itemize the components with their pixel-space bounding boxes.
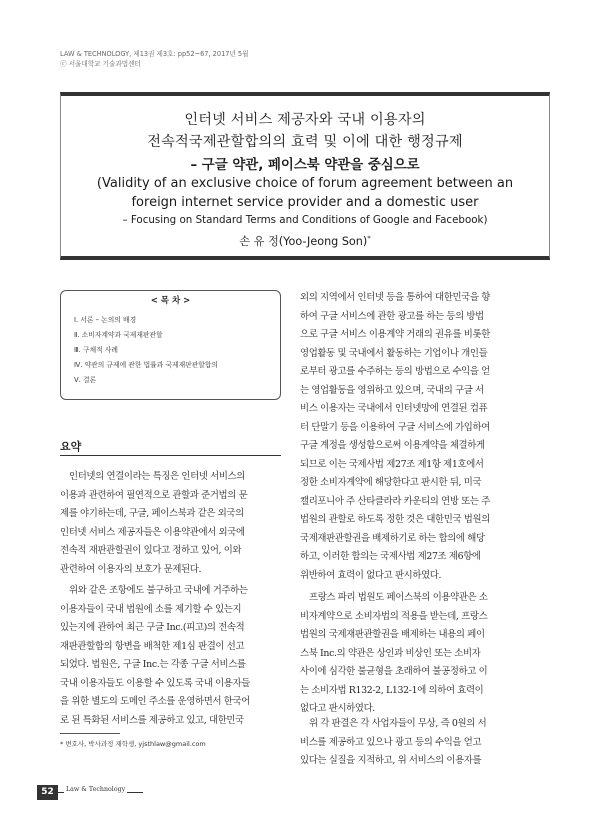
title-ko-line-1: 인터넷 서비스 제공자와 국내 이용자의 [184,112,426,128]
text-line: 관련하여 이용자의 보호가 문제된다. [60,563,202,575]
text-line: 위반하여 효력이 없다고 판시하였다. [300,569,442,581]
text-line: 으로 구글 서비스 이용계약 거래의 권유를 비롯한 [300,329,490,340]
text-line: 는 영업활동을 영위하고 있으며, 국내의 구글 서 [300,384,484,396]
author-footnote-mark: * [367,234,371,243]
text-line: 정한 소비자계약에 해당한다고 판시한 뒤, 미국 [300,477,482,488]
text-line: 있다는 실질을 지적하고, 위 서비스의 이용자를 [300,755,482,766]
text-line: 이용과 관련하여 필연적으로 관할과 준거법의 문 [60,489,248,501]
text-line: 제를 야기하는데, 구글, 페이스북과 같은 외국의 [60,508,244,519]
text-line: 터 단말기 등을 이용하여 구글 서비스에 가입하여 [300,421,490,433]
text-line: 인터넷 서비스 제공자들은 이용약관에서 외국에 [60,526,245,538]
text-line: 영업활동 및 국내에서 활동하는 기업이나 개인들 [300,347,488,359]
publisher-line: ⓒ 서울대학교 기술과법센터 [60,60,141,68]
text-line: 로부터 광고를 수주하는 등의 방법으로 수익을 얻 [300,366,490,377]
text-line: 비스를 제공하고 있으나 광고 등의 수익을 얻고 [300,736,482,748]
title-en-line-1: (Validity of an exclusive choice of forum agreement between an [96,176,514,191]
toc-item: Ⅲ. 구체적 사례 [74,346,118,354]
title-ko-subtitle: – 구글 약관, 페이스북 약관을 중심으로 [190,158,420,173]
text-line: 구글 계정을 생성함으로써 이용계약을 체결하게 [300,440,485,451]
abstract-paragraph-3 [300,289,540,585]
text-line: 외의 지역에서 인터넷 등을 통하여 대한민국을 향 [300,292,490,303]
toc-heading: < 목 차 > [150,296,191,306]
text-line: 전속적 재판관할권이 있다고 정하고 있어, 이와 [60,545,242,556]
text-line: 비스 이용자는 국내에서 인터넷망에 연결된 컴퓨 [300,403,488,414]
text-line: 하여 구글 서비스에 관한 광고를 하는 등의 방법 [300,310,484,322]
text-line: 는 소비자법 R132-2, L132-1에 의하여 효력이 [300,684,484,696]
text-line: 재판관할합의 항변을 배척한 제1심 판결이 선고 [60,640,245,652]
text-line: 있는지에 관하여 최근 구글 Inc.(피고)의 전속적 [60,622,245,633]
text-line: 프랑스 파리 법원도 페이스북의 이용약관은 소 [309,592,488,603]
text-line: 인터넷의 연결이라는 특징은 인터넷 서비스의 [69,471,245,482]
journal-info [60,49,249,69]
page-number: 52 [41,787,54,797]
title-block [60,92,550,260]
text-line: 국제재판관할권을 배제하기로 하는 합의에 해당 [300,532,485,544]
author-name: 손 유 정(Yoo-Jeong Son) [239,235,368,248]
table-of-contents [60,290,281,400]
abstract-paragraph-4 [300,589,540,719]
title-ko-line-2: 전속적국제관할합의의 효력 및 이에 대한 행정규제 [147,134,463,150]
abstract-paragraph-2 [60,582,281,730]
toc-item: Ⅱ. 소비자계약과 국제재판관할 [74,331,163,339]
running-footer-label: Law & Technology [66,786,126,793]
text-line: 스북 Inc.의 약관은 상인과 비상인 또는 소비자 [300,647,481,659]
text-line: 되므로 이는 국제사법 제27조 제1항 제1호에서 [300,458,484,470]
text-line: 비자계약으로 소비자법의 적용을 받는데, 프랑스 [300,610,488,622]
author-footnote: * 변호사, 박사과정 재학생, yjsthlaw@gmail.com [60,740,206,748]
text-line: 사이에 심각한 불균형을 초래하여 불공정하고 이 [300,666,488,677]
author-line [61,233,549,249]
toc-item: Ⅰ. 서론 – 논의의 배경 [74,316,137,324]
title-en-line-2: foreign internet service provider and a domestic user [131,195,479,210]
footnote-rule [60,733,120,734]
text-line: 되었다. 법원은, 구글 Inc.는 각종 구글 서비스를 [60,659,246,670]
page-number-box [37,785,58,800]
text-line: 로 된 특화된 서비스를 제공하고 있고, 대한민국 [60,714,244,726]
abstract-heading-rule [60,455,281,456]
text-line: 위 각 판결은 각 사업자들이 무상, 즉 0원의 서 [309,718,487,729]
abstract-heading: 요약 [60,440,82,453]
toc-item: Ⅳ. 약관의 규제에 관한 법률과 국제재판관할합의 [74,361,218,369]
text-line: 이용자들이 국내 법원에 소를 제기할 수 있는지 [60,603,242,615]
text-line: 하고, 이러한 합의는 국제사법 제27조 제6항에 [300,551,481,562]
abstract-paragraph-1 [60,468,281,579]
text-line: 캘리포니아 주 산타클라라 카운티의 연방 또는 주 [300,495,490,507]
journal-citation: LAW & TECHNOLOGY, 제13권 제3호: pp52~67, 2017년 5월 [60,50,249,58]
toc-item: Ⅴ. 결론 [74,376,97,384]
text-line: 국내 이용자들도 이용할 수 있도록 국내 이용자들 [60,677,250,689]
text-line: 을 위한 별도의 도메인 주소를 운영하면서 한국어 [60,696,250,707]
text-line: 없다고 판시하였다. [300,703,375,714]
text-line: 법원의 국제재판관할권을 배제하는 내용의 페이 [300,629,485,640]
text-line: 위와 같은 조항에도 불구하고 국내에 거주하는 [69,585,248,596]
title-en-subtitle: – Focusing on Standard Terms and Conditions of Google and Facebook) [122,214,488,226]
abstract-paragraph-5 [300,715,540,771]
text-line: 법원의 관할로 하도록 정한 것은 대한민국 법원의 [300,514,490,525]
